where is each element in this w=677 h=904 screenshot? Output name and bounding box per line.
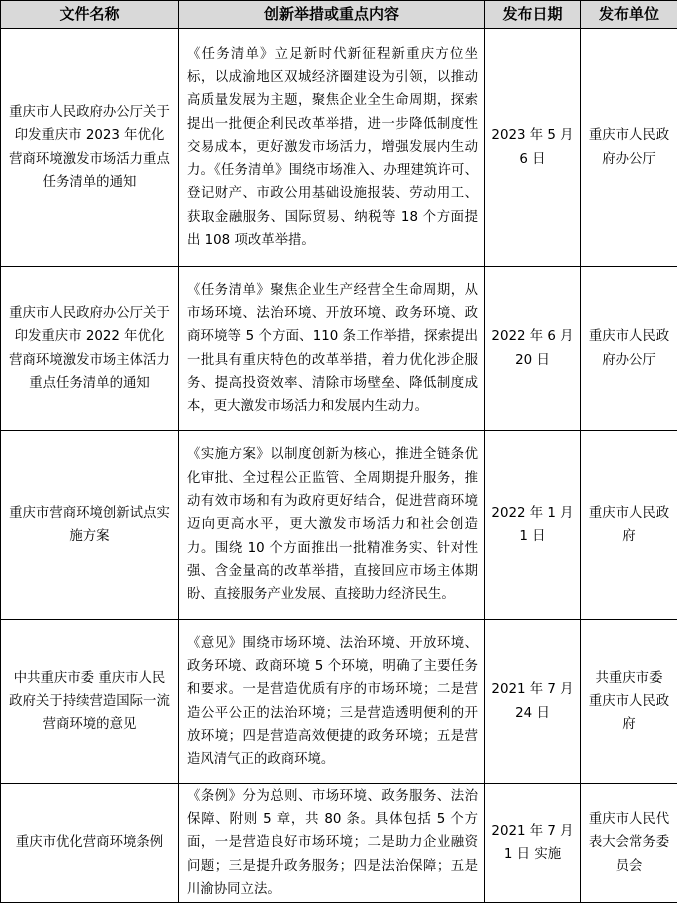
document-name-cell: 重庆市优化营商环境条例 bbox=[1, 784, 179, 903]
date-cell: 2022 年 1 月 1 日 bbox=[485, 431, 581, 620]
header-document-name: 文件名称 bbox=[1, 1, 179, 29]
publisher-cell: 重庆市人民政府办公厅 bbox=[581, 29, 677, 267]
table-row bbox=[1, 784, 677, 903]
header-publish-date: 发布日期 bbox=[485, 1, 581, 29]
header-publisher: 发布单位 bbox=[581, 1, 677, 29]
table-row bbox=[1, 431, 677, 620]
document-name-cell: 重庆市人民政府办公厅关于印发重庆市 2023 年优化营商环境激发市场活力重点任务清单的通知 bbox=[1, 29, 179, 267]
date-cell: 2021 年 7 月 24 日 bbox=[485, 620, 581, 784]
content-cell: 《任务清单》聚焦企业生产经营全生命周期，从市场环境、法治环境、开放环境、政务环境、政商环境等 5 个方面、110 条工作举措，探索提出一批具有重庆特色的改革举措，着力优化涉企服务、提高投资效率、清除市场壁垒、降低制度成本，更大激发市场活力和发展内生动力。 bbox=[179, 267, 485, 431]
date-cell: 2023 年 5 月 6 日 bbox=[485, 29, 581, 267]
content-cell: 《条例》分为总则、市场环境、政务服务、法治保障、附则 5 章，共 80 条。具体包括 5 个方面，一是营造良好市场环境；二是助力企业融资问题；三是提升政务服务；四是法治保障；五是川渝协同立法。 bbox=[179, 784, 485, 903]
document-name-cell: 重庆市营商环境创新试点实施方案 bbox=[1, 431, 179, 620]
document-name-cell: 中共重庆市委 重庆市人民政府关于持续营造国际一流营商环境的意见 bbox=[1, 620, 179, 784]
date-cell: 2022 年 6 月 20 日 bbox=[485, 267, 581, 431]
date-cell: 2021 年 7 月 1 日 实施 bbox=[485, 784, 581, 903]
publisher-cell: 共重庆市委 重庆市人民政府 bbox=[581, 620, 677, 784]
content-cell: 《任务清单》立足新时代新征程新重庆方位坐标，以成渝地区双城经济圈建设为引领，以推动高质量发展为主题，聚焦企业全生命周期，探索提出一批便企利民改革举措，进一步降低制度性交易成本，更好激发市场活力，增强发展内生动力。《任务清单》围绕市场准入、办理建筑许可、登记财产、市政公用基础设施报装、劳动用工、获取金融服务、国际贸易、纳税等 18 个方面提出 108 项改革举措。 bbox=[179, 29, 485, 267]
table-row bbox=[1, 29, 677, 267]
content-cell: 《实施方案》以制度创新为核心，推进全链条优化审批、全过程公正监管、全周期提升服务，推动有效市场和有为政府更好结合，促进营商环境迈向更高水平，更大激发市场活力和社会创造力。围绕 10 个方面推出一批精准务实、针对性强、含金量高的改革举措，直接回应市场主体期盼、直接服务产业发展、直接助力经济民生。 bbox=[179, 431, 485, 620]
header-content: 创新举措或重点内容 bbox=[179, 1, 485, 29]
table-row bbox=[1, 267, 677, 431]
publisher-cell: 重庆市人民代表大会常务委员会 bbox=[581, 784, 677, 903]
table-row bbox=[1, 620, 677, 784]
header-row bbox=[1, 1, 677, 29]
content-cell: 《意见》围绕市场环境、法治环境、开放环境、政务环境、政商环境 5 个环境，明确了主要任务和要求。一是营造优质有序的市场环境；二是营造公平公正的法治环境；三是营造透明便利的开放环境；四是营造高效便捷的政务环境；五是营造风清气正的政商环境。 bbox=[179, 620, 485, 784]
publisher-cell: 重庆市人民政府 bbox=[581, 431, 677, 620]
document-name-cell: 重庆市人民政府办公厅关于印发重庆市 2022 年优化营商环境激发市场主体活力重点任务清单的通知 bbox=[1, 267, 179, 431]
publisher-cell: 重庆市人民政府办公厅 bbox=[581, 267, 677, 431]
